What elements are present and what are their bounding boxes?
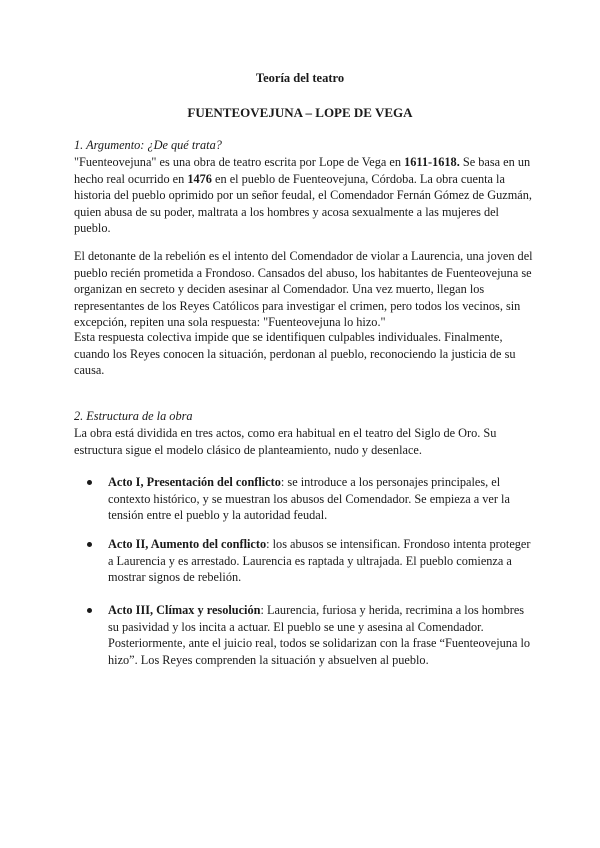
section-1-heading: 1. Argumento: ¿De qué trata? [74,138,222,152]
act-list-item-1 [86,474,538,524]
list-item [86,474,538,524]
section-1-paragraph-3: Esta respuesta colectiva impide que se identifiquen culpables individuales. Finalmente, cuando los Reyes conocen la situación, perdonan al pueblo, reconociendo la justicia de su causa. [74,330,516,378]
document-title: Teoría del teatro [255,71,345,85]
act-description: : se introduce a los personajes principales, el contexto histórico, y se muestran los abusos del Comendador. Se empieza a ver la tensión entre el pueblo y la autoridad feudal. [108,475,510,523]
bullet-icon [87,480,92,485]
act-label: Acto I, Presentación del conflicto [108,475,281,489]
act-description: : Laurencia, furiosa y herida, recrimina a los hombres su pasividad y los incita a actuar. El pueblo se une y asesina al Comendador. Posteriormente, ante el juicio real, todos se solidarizan con la frase “Fuenteovejuna lo hizo”. Los Reyes comprenden la situación y absuelven al pueblo. [108,603,531,667]
text-run: en el pueblo de Fuenteovejuna, Córdoba. La obra cuenta la historia del pueblo oprimido por un señor feudal, el Comendador Fernán Gómez de Guzmán, quien abusa de su poder, maltrata a los hombres y acosa sexualmente a las mujeres del pueblo. [74,171,532,236]
list-item [86,536,538,586]
bullet-icon [87,608,92,613]
section-1-paragraph-1 [74,154,536,237]
document-subtitle: FUENTEOVEJUNA – LOPE DE VEGA [187,105,413,120]
act-label: Acto II, Aumento del conflicto [108,537,267,551]
date-range: 1611-1618. [404,155,460,169]
text-run: "Fuenteovejuna" es una obra de teatro escrita por Lope de Vega en [74,155,405,169]
text-run: Se basa en un hecho real ocurrido en [74,155,531,186]
act-list-item-2 [86,536,538,586]
list-item [86,602,538,668]
bullet-icon [87,542,92,547]
act-label: Acto III, Clímax y resolución [108,603,261,617]
event-year: 1476 [187,171,212,186]
section-1-paragraph-2: El detonante de la rebelión es el intento del Comendador de violar a Laurencia, una joven del pueblo recién prometida a Frondoso. Cansados del abuso, los habitantes de Fuenteovejuna se organizan en secreto y deciden asesinar al Comendador. Una vez muerto, llegan los representantes de los Reyes Católicos para investigar el crimen, pero todos los vecinos, sin excepción, repiten una sola respuesta: "Fuenteovejuna lo hizo." [74,249,533,330]
act-list-item-3 [86,602,538,668]
act-description: : los abusos se intensifican. Frondoso intenta proteger a Laurencia y es arrestado. Laurencia es raptada y ultrajada. El pueblo comienza a mostrar signos de rebelión. [108,537,531,585]
section-2-paragraph-1: La obra está dividida en tres actos, como era habitual en el teatro del Siglo de Oro. Su estructura sigue el modelo clásico de planteamiento, nudo y desenlace. [74,426,497,457]
section-2-heading: 2. Estructura de la obra [74,409,193,423]
